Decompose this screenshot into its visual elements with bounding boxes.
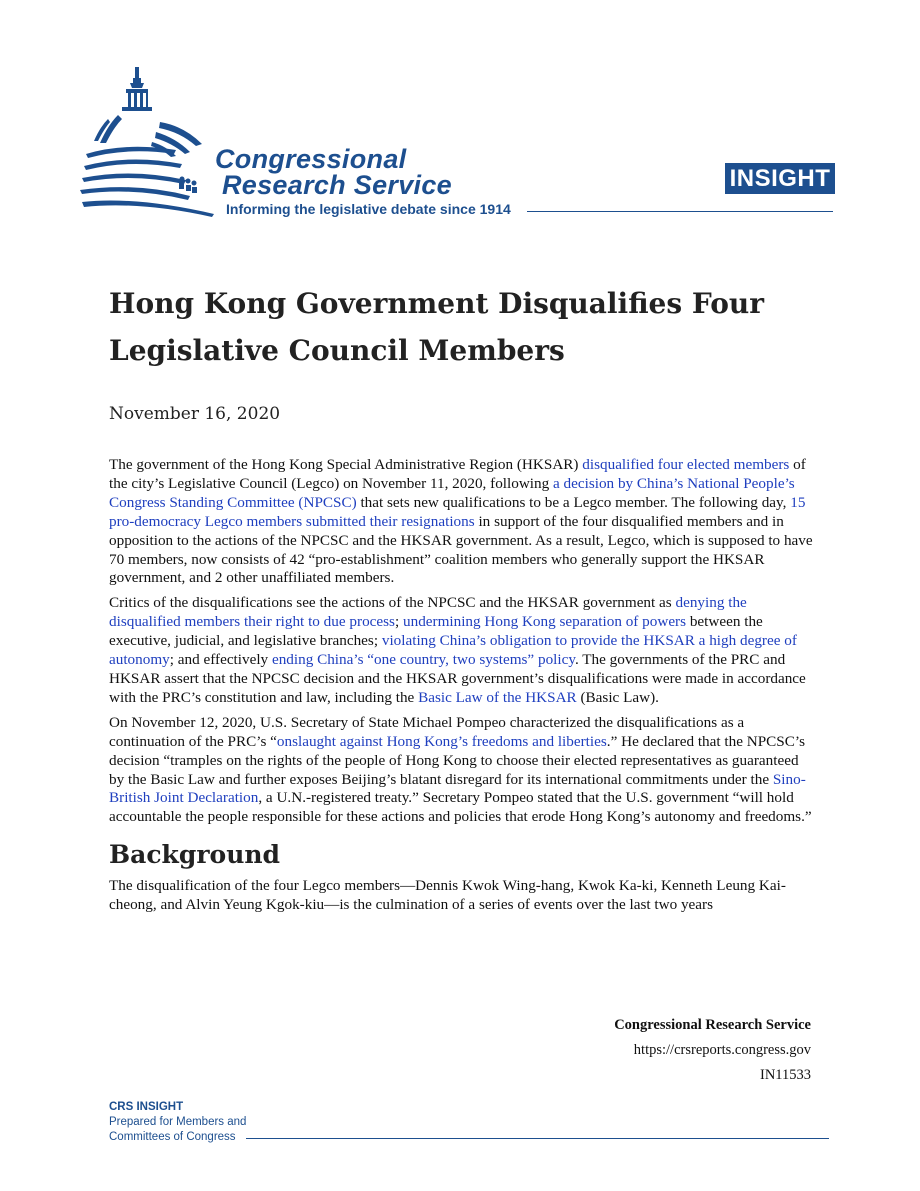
link-disqualified-members[interactable]: disqualified four elected members bbox=[582, 456, 790, 473]
text-run: of the city’s Legislative Council (Legco) on November 11, 2020, following bbox=[109, 456, 806, 492]
text-run: , a U.N.-registered treaty.” Secretary Pompeo stated that the U.S. government “will hold accountable the people responsible for these actions and policies that erode Hong Kong’s autonomy and freedoms.” bbox=[109, 789, 812, 826]
footer-org: Congressional Research Service bbox=[614, 1017, 811, 1033]
link-due-process[interactable]: denying the disqualified members their right to due process bbox=[109, 594, 747, 631]
brand-name-line1: Congressional bbox=[215, 144, 407, 174]
page-title: Hong Kong Government Disqualifies Four Legislative Council Members bbox=[109, 287, 765, 367]
paragraph-2 bbox=[109, 594, 815, 707]
text-run: (Basic Law). bbox=[576, 688, 659, 706]
text-run: .” He declared that the NPCSC’s decision “tramples on the rights of the people of Hong Kong to choose their elected representatives as guaranteed by the Basic Law and further exposes Beijing’s blatant disregard for its international commitments under the bbox=[109, 732, 806, 788]
footer-divider bbox=[246, 1138, 829, 1139]
text-run: ; and effectively bbox=[169, 651, 272, 669]
footer-prepared-line: Prepared for Members and bbox=[109, 1116, 247, 1128]
insight-badge: INSIGHT bbox=[725, 163, 835, 194]
text-run: ; bbox=[394, 613, 403, 631]
header-divider bbox=[527, 211, 833, 212]
link-npcsc-decision[interactable]: a decision by China’s National People’s Congress Standing Committee (NPCSC) bbox=[109, 474, 795, 511]
paragraph-3 bbox=[109, 714, 815, 827]
article-body bbox=[109, 456, 815, 921]
text-run: between the executive, judicial, and legislative branches; bbox=[109, 613, 763, 650]
brand-name-line2: Research Service bbox=[222, 170, 452, 200]
footer-url[interactable]: https://crsreports.congress.gov bbox=[633, 1042, 811, 1058]
link-separation-of-powers[interactable]: undermining Hong Kong separation of powers bbox=[403, 613, 687, 631]
text-run: that sets new qualifications to be a Legco member. The following day, bbox=[356, 493, 791, 511]
paragraph-1 bbox=[109, 456, 815, 588]
link-onslaught-statement[interactable]: onslaught against Hong Kong’s freedoms and liberties bbox=[276, 732, 607, 750]
brand-tagline: Informing the legislative debate since 1914 bbox=[226, 201, 511, 217]
text-run: On November 12, 2020, U.S. Secretary of State Michael Pompeo characterized the disqualifications as a continuation of the PRC’s “ bbox=[109, 713, 745, 750]
link-basic-law[interactable]: Basic Law of the HKSAR bbox=[418, 688, 577, 706]
link-one-country-two-systems[interactable]: ending China’s “one country, two systems” policy bbox=[271, 651, 575, 669]
section-heading-background: Background bbox=[109, 840, 281, 870]
footer-crs-insight bbox=[109, 1100, 246, 1145]
paragraph-4: The disqualification of the four Legco members—Dennis Kwok Wing-hang, Kwok Ka-ki, Kenneth Leung Kai-cheong, and Alvin Yeung Kgok-kiu—is the culmination of a series of events over the last two years bbox=[109, 877, 786, 914]
link-joint-declaration[interactable]: Sino-British Joint Declaration bbox=[109, 770, 806, 807]
link-resignations[interactable]: 15 pro-democracy Legco members submitted their resignations bbox=[109, 493, 806, 530]
link-autonomy-obligation[interactable]: violating China’s obligation to provide the HKSAR a high degree of autonomy bbox=[109, 632, 797, 669]
text-run: The government of the Hong Kong Special Administrative Region (HKSAR) bbox=[109, 456, 583, 473]
footer-attribution bbox=[614, 1013, 811, 1088]
text-run: in support of the four disqualified members and in opposition to the actions of the NPCSC and the HKSAR government. As a result, Legco, which is supposed to have 70 members, now consists of 42 “pro-establishment” coalition members who generally support the HKSAR government, and 2 other unaffiliated members. bbox=[109, 512, 813, 587]
crs-dome-logo bbox=[78, 62, 238, 222]
footer-report-id: IN11533 bbox=[759, 1067, 811, 1083]
text-run: . The governments of the PRC and HKSAR assert that the NPCSC decision and the HKSAR government’s disqualifications were made in accordance with the PRC’s constitution and law, including the bbox=[109, 651, 806, 706]
publication-date: November 16, 2020 bbox=[109, 404, 281, 424]
footer-crs-insight-title: CRS INSIGHT bbox=[109, 1101, 184, 1113]
text-run: Critics of the disqualifications see the actions of the NPCSC and the HKSAR government as bbox=[109, 594, 676, 612]
footer-committees-line: Committees of Congress bbox=[109, 1131, 236, 1143]
